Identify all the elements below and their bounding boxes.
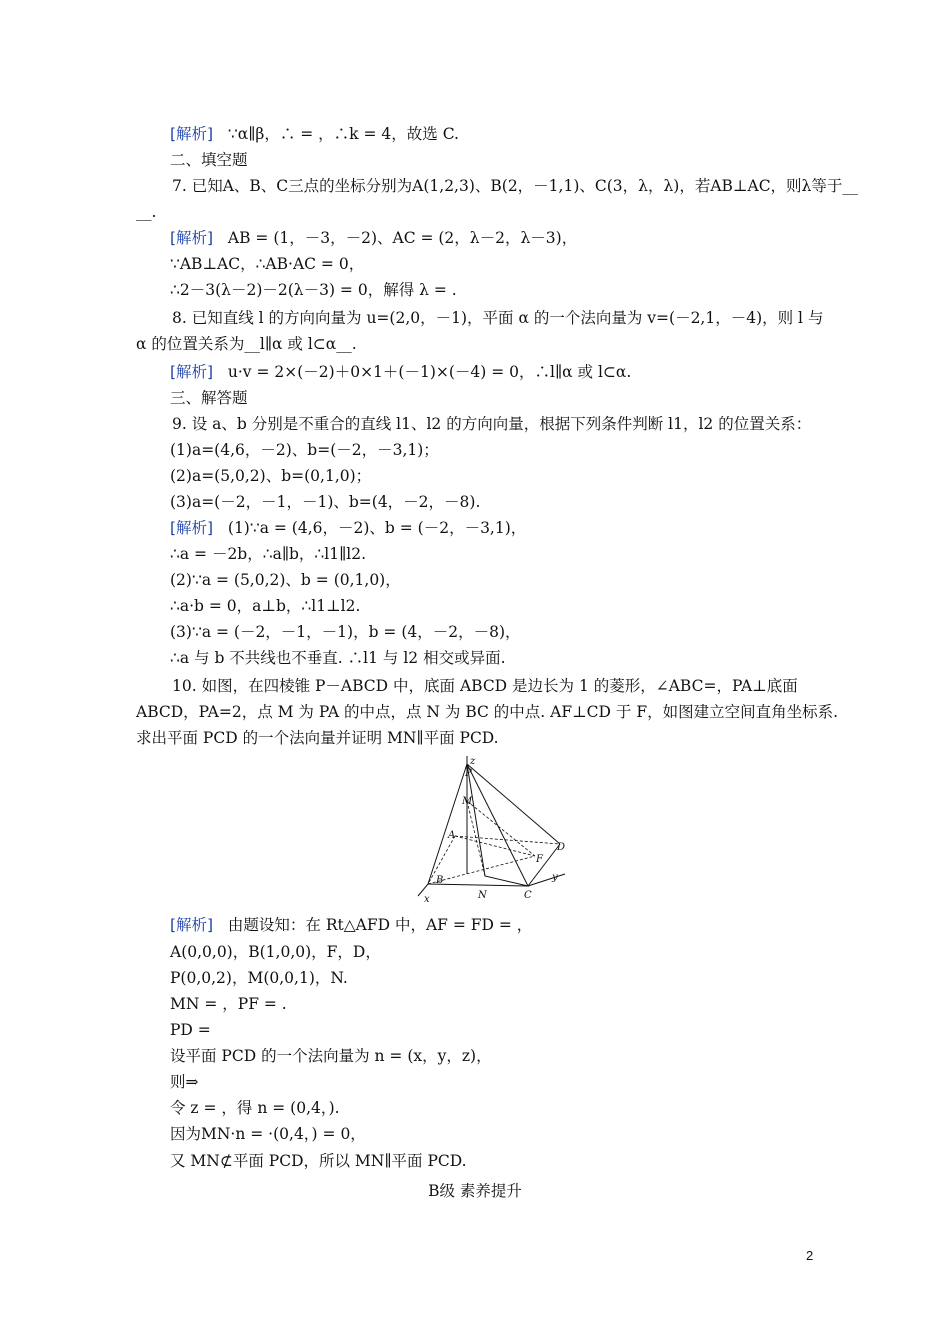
- pyramid-figure: [410, 756, 580, 908]
- q10-analysis-7: 则⇒: [170, 1073, 199, 1091]
- fig-label-F: F: [536, 854, 543, 865]
- line-1: [解析] ∵α∥β，∴ = ，∴k = 4，故选 C.: [170, 125, 459, 143]
- page-number: 2: [806, 1248, 814, 1263]
- question-8: 8. 已知直线 l 的方向向量为 u=(2,0，－1)，平面 α 的一个法向量为 v=(－2,1，－4)，则 l 与: [172, 309, 824, 327]
- q9-cond-3: (3)a=(－2，－1，－1)、b=(4，－2，－8).: [170, 493, 481, 511]
- fig-label-A: A: [448, 830, 456, 841]
- q10-analysis-2: A(0,0,0)，B(1,0,0)，F，D，: [170, 943, 381, 961]
- fig-label-M: M: [462, 796, 473, 807]
- section-heading-fill: 二、填空题: [170, 151, 248, 169]
- q8-analysis: [解析] u·v = 2×(－2)＋0×1＋(－1)×(－4) = 0，∴l∥α 或 l⊂α.: [170, 363, 632, 381]
- q9-analysis-3: (2)∵a = (5,0,2)、b = (0,1,0)，: [170, 571, 401, 589]
- q10-analysis-9: 因为MN·n = ·(0,4，) = 0，: [170, 1125, 366, 1143]
- question-10: 10. 如图，在四棱锥 P－ABCD 中，底面 ABCD 是边长为 1 的菱形，∠ABC=，PA⊥底面: [172, 677, 798, 695]
- question-10-cont-2: 求出平面 PCD 的一个法向量并证明 MN∥平面 PCD.: [136, 729, 499, 747]
- question-10-cont-1: ABCD，PA=2，点 M 为 PA 的中点，点 N 为 BC 的中点. AF⊥CD 于 F，如图建立空间直角坐标系.: [136, 703, 838, 721]
- q10-analysis-3: P(0,0,2)，M(0,0,1)，N.: [170, 969, 348, 987]
- fig-label-x: x: [424, 894, 430, 905]
- q10-analysis-1: [解析] 由题设知：在 Rt△AFD 中，AF = FD = ，: [170, 916, 533, 934]
- q9-analysis-6: ∴a 与 b 不共线也不垂直. ∴l1 与 l2 相交或异面.: [170, 649, 506, 667]
- q9-analysis-1: [解析] (1)∵a = (4,6，－2)、b = (－2，－3,1)，: [170, 519, 527, 537]
- fig-label-B: B: [436, 875, 444, 886]
- q10-analysis-4: MN = ，PF = .: [170, 995, 287, 1013]
- fig-label-N: N: [478, 890, 487, 901]
- fig-label-y: y: [552, 872, 558, 883]
- fig-label-P: P: [465, 768, 472, 779]
- question-8-cont: α 的位置关系为__l∥α 或 l⊂α__.: [136, 335, 357, 353]
- analysis-tag: [解析]: [170, 229, 214, 247]
- q9-cond-1: (1)a=(4,6，－2)、b=(－2，－3,1)；: [170, 441, 439, 459]
- q9-cond-2: (2)a=(5,0,2)、b=(0,1,0)；: [170, 467, 372, 485]
- question-9: 9. 设 a、b 分别是不重合的直线 l1、l2 的方向向量，根据下列条件判断 l1，l2 的位置关系：: [172, 415, 812, 433]
- q7-analysis-2: ∵AB⊥AC，∴AB·AC = 0，: [170, 255, 365, 273]
- q9-analysis-5: (3)∵a = (－2，－1，－1)，b = (4，－2，－8)，: [170, 623, 521, 641]
- analysis-tag: [解析]: [170, 125, 214, 143]
- fig-label-C: C: [524, 890, 532, 901]
- analysis-tag: [解析]: [170, 363, 214, 381]
- q7-analysis-3: ∴2－3(λ－2)－2(λ－3) = 0，解得 λ = .: [170, 281, 457, 299]
- section-b-heading: B级 素养提升: [428, 1182, 522, 1200]
- q10-analysis-6: 设平面 PCD 的一个法向量为 n = (x，y，z)，: [170, 1047, 492, 1065]
- q10-analysis-10: 又 MN⊄平面 PCD，所以 MN∥平面 PCD.: [170, 1152, 467, 1170]
- q10-analysis-5: PD =: [170, 1021, 211, 1039]
- analysis-tag: [解析]: [170, 916, 214, 934]
- question-7: 7. 已知A、B、C三点的坐标分别为A(1,2,3)、B(2，－1,1)、C(3，λ，λ)，若AB⊥AC，则λ等于__: [172, 177, 858, 195]
- fig-label-z: z: [470, 756, 476, 767]
- q9-analysis-4: ∴a·b = 0，a⊥b，∴l1⊥l2.: [170, 597, 361, 615]
- analysis-tag: [解析]: [170, 519, 214, 537]
- q9-analysis-2: ∴a = －2b，∴a∥b，∴l1∥l2.: [170, 545, 366, 563]
- section-heading-answer: 三、解答题: [170, 389, 248, 407]
- question-7-cont: __.: [136, 203, 157, 221]
- q10-analysis-8: 令 z = ，得 n = (0,4，).: [170, 1099, 340, 1117]
- q7-analysis-1: [解析] AB = (1，－3，－2)、AC = (2，λ－2，λ－3)，: [170, 229, 578, 247]
- fig-label-D: D: [557, 842, 566, 853]
